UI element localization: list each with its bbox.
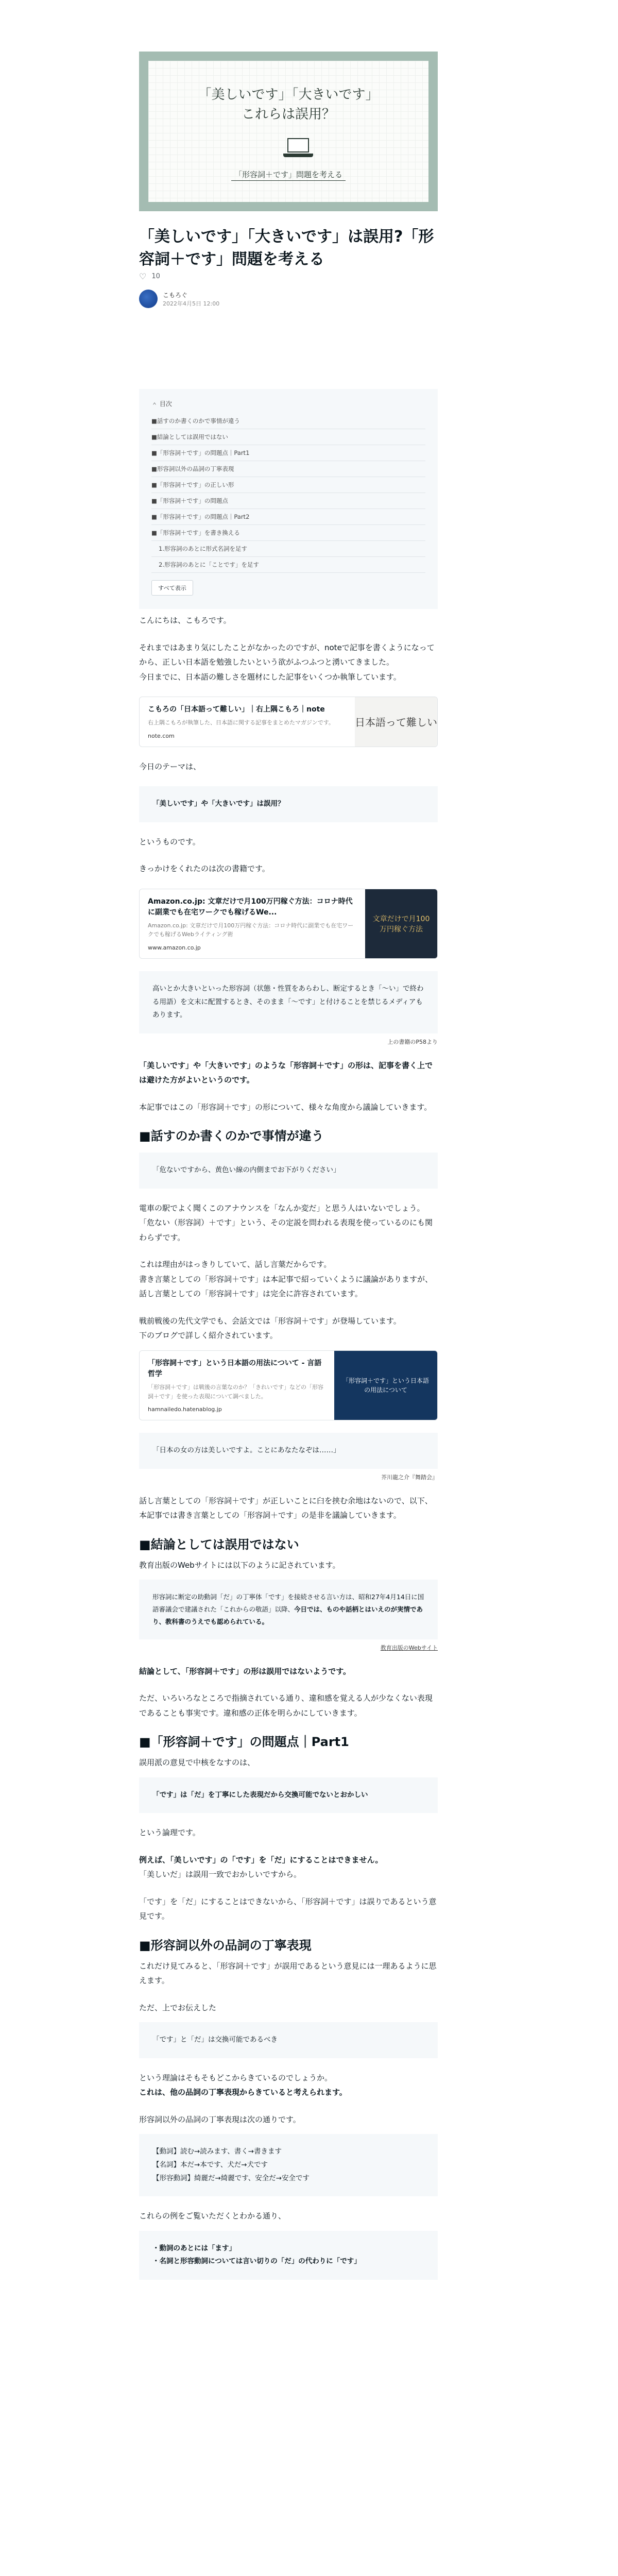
hero-line-2: これらは誤用？ [241,106,335,122]
s3-bold: 例えば、「美しいです」の「です」を「だ」にすることはできません。 [139,1855,383,1865]
section-heading-2: ■結論としては誤用ではない [139,1537,299,1552]
s1-p2: 「危ない（形容詞）＋です」という、その定説を問われる表現を使っているのにも関わらずです。 [139,1218,433,1242]
s2-p1: 教育出版のWebサイトには以下のように記されています。 [139,1560,340,1570]
summary-bold: 「美しいです」や「大きいです」のような「形容詞＋です」の形は、記事を書く上では避けた方がよいというのです。 [139,1060,433,1085]
hero-subtitle: 「形容詞＋です」問題を考える [148,169,428,180]
publisher-quote: 形容詞に断定の助動詞「だ」の丁寧体「です」を接続させる言い方は、昭和27年4月14日に国語審議会で建議された「これからの敬語」以降、今日では、ものや話柄とはいえのが実情であり、教科書のうえでも認められている。 [139,1580,438,1639]
s3-p1: 誤用派の意見で中核をなすのは、 [139,1758,255,1768]
s2-bold: 結論として、「形容詞＋です」の形は誤用ではないようです。 [139,1666,351,1676]
s4-p1: これだけ見てみると、「形容詞＋です」が誤用であるという意見には一理あるように思えます。 [139,1961,437,1986]
intro-p3: 今日までに、日本語の難しさを題材にした記事をいくつか執筆しています。 [139,672,401,682]
intro-p2: それまではあまり気にしたことがなかったのですが、noteで記事を書くようになってから、正しい日本語を勉強したいという欲がふつふつと湧いてきました。 [139,642,435,667]
post-date: 2022年4月5日 12:00 [163,300,220,307]
avatar[interactable] [139,290,158,308]
section-heading-4: ■形容詞以外の品詞の丁寧表現 [139,1938,312,1953]
announcement-quote: 「危ないですから、黄色い線の内側までお下がりください」 [139,1153,438,1189]
laptop-icon [283,138,313,160]
author-name[interactable]: こもろぐ [163,291,188,299]
toc-item[interactable]: ■「形容詞＋です」の問題点｜Part1 [151,445,425,461]
toc-subitem[interactable]: 1.形容詞のあとに形式名詞を足す [151,541,425,557]
s1-p1: 電車の駅でよく聞くこのアナウンスを「なんか変だ」と思う人はいないでしょう。 [139,1203,425,1213]
card-desc: 「形容詞＋です」は戦後の言葉なのか？「きれいです」などの「形容詞＋です」を使った表現について調べました。 [148,1383,323,1400]
theme-quote: 「美しいです」や「大きいです」は誤用？ [139,786,438,822]
card-thumbnail: 「形容詞＋です」という日本語の用法について [334,1351,437,1420]
toc-item[interactable]: ■「形容詞＋です」の問題点 [151,493,425,509]
card-thumbnail: 日本語って難しい [355,697,437,747]
s1-p3: これは理由がはっきりしていて、話し言葉だからです。 [139,1260,332,1269]
toc-item[interactable]: ■結論としては誤用ではない [151,429,425,445]
s3-p4: 「です」を「だ」にすることはできないから、「形容詞＋です」は誤りであるという意見です。 [139,1896,437,1921]
table-of-contents [139,389,438,609]
intro-p1: こんにちは、こもろです。 [139,616,231,625]
s4-quote: 「です」と「だ」は交換可能であるべき [139,2022,438,2058]
embed-card-amazon[interactable] [139,889,438,959]
list-item: 【動詞】読む→読みます、書く→書きます [152,2147,282,2156]
book-quote: 高いとか大きいといった形容詞（状態・性質をあらわし、断定するとき「～い」で終わる用語）を文末に配置するとき、そのまま「～です」と付けることを禁じるメディアもあります。 [139,971,438,1033]
s3-p2: という論理です。 [139,1828,200,1838]
s4-p4: 形容詞以外の品詞の丁寧表現は次の通りです。 [139,2114,301,2124]
list-item: ・名詞と形容動詞については言い切りの「だ」の代わりに「です」 [152,2257,361,2266]
s1-end: 話し言葉としての「形容詞＋です」が正しいことに臼を挟む余地はないので、以下、本記事では書き言葉としての「形容詞＋です」の是非を議論していきます。 [139,1496,433,1520]
toc-heading: ＾ 目次 [151,400,172,408]
toc-item[interactable]: ■「形容詞＋です」の問題点｜Part2 [151,509,425,525]
literature-quote: 「日本の女の方は美しいですよ。ことにあなたなぞは……」 [139,1433,438,1469]
s4-bold: これは、他の品詞の丁寧表現からきていると考えられます。 [139,2088,347,2097]
s1-p6: 下のブログで詳しく紹介されています。 [139,1331,278,1341]
section-heading-3: ■「形容詞＋です」の問題点｜Part1 [139,1735,349,1750]
embed-card-note[interactable] [139,697,438,747]
card-domain: note.com [148,732,175,739]
pos-list [139,2134,438,2196]
like-count: 10 [151,273,160,280]
list-item: ・動詞のあとには「ます」 [152,2244,236,2252]
toc-item[interactable]: ■形容詞以外の品詞の丁寧表現 [151,461,425,477]
like-row [139,272,438,281]
heart-icon[interactable]: ♡ [139,272,147,281]
card-desc: 右上隅こもろが執筆した、日本語に関する記事をまとめたマガジンです。 [148,719,334,726]
card-title: こもろの「日本語って難しい」｜右上隅こもろ｜note [148,705,325,714]
theme-p1: 今日のテーマは、 [139,761,201,771]
list-item: 【形容動詞】綺麗だ→綺麗です、安全だ→安全です [152,2174,310,2182]
theme-p3: きっかけをくれたのは次の書籍です。 [139,864,270,874]
s4-p3: という理論はそもそもどこからきているのでしょうか。 [139,2073,333,2082]
card-title: 「形容詞＋です」という日本語の用法について - 言語哲学 [148,1359,322,1378]
publisher-link[interactable]: 教育出版のWebサイト [380,1644,438,1651]
toc-item[interactable]: ■話すのか書くのかで事情が違う [151,413,425,429]
embed-card-blog[interactable] [139,1350,438,1420]
s3-quote: 「です」は「だ」を丁寧にした表現だから交換可能でないとおかしい [139,1777,438,1814]
author-row[interactable] [139,290,438,308]
theme-p2: というものです。 [139,837,200,846]
card-desc: Amazon.co.jp: 文章だけで月100万円稼ぐ方法：コロナ時代に副業でも在宅ワークでも稼げるWebライティング術 [148,922,354,938]
section-heading-1: ■話すのか書くのかで事情が違う [139,1129,324,1144]
article-title: 「美しいです」「大きいです」は誤用?「形容詞＋です」問題を考える [139,228,434,268]
s4-p5: これらの例をご覧いただくとわかる通り、 [139,2211,286,2221]
hero-panel [148,61,428,202]
s3-p3: 「美しいだ」は誤用一致でおかしいですから。 [139,1870,302,1879]
book-quote-cite: 上の書籍のP58より [387,1038,438,1045]
book-cover: 文章だけで月100万円稼ぐ方法 [365,889,437,958]
article-body [139,613,438,2280]
toc-show-all-button[interactable]: すべて表示 [151,580,193,596]
toc-item[interactable]: ■「形容詞＋です」を書き換える [151,525,425,541]
summary-plain: 本記事ではこの「形容詞＋です」の形について、様々な角度から議論していきます。 [139,1102,432,1112]
rule-list [139,2231,438,2280]
card-title: Amazon.co.jp: 文章だけで月100万円稼ぐ方法：コロナ時代に副業でも在宅ワークでも稼げるWe... [148,897,353,917]
s1-p5: 戦前戦後の先代文学でも、会話文では「形容詞＋です」が登場しています。 [139,1316,401,1326]
hero-image [139,52,438,211]
literature-cite: 芥川龍之介『舞踏会』 [381,1473,438,1481]
card-domain: www.amazon.co.jp [148,944,201,951]
s1-p4: 書き言葉としての「形容詞＋です」は本記事で紹っていくように議論がありますが、話し言葉としての「形容詞＋です」は完全に許容されています。 [139,1274,433,1299]
toc-item[interactable]: ■「形容詞＋です」の正しい形 [151,477,425,493]
s2-p2: ただ、いろいろなところで指摘されている通り、違和感を覚える人が少なくない表現であることも事実です。違和感の正体を明らかにしていきます。 [139,1693,433,1718]
list-item: 【名詞】本だ→本です、犬だ→犬です [152,2160,268,2169]
card-domain: hamnailedo.hatenablog.jp [148,1406,222,1413]
toc-subitem[interactable]: 2.形容詞のあとに「ことです」を足す [151,557,425,573]
hero-line-1: 「美しいです」「大きいです」 [198,87,379,103]
s4-p2: ただ、上でお伝えした [139,2003,217,2012]
hero-title [148,86,428,124]
